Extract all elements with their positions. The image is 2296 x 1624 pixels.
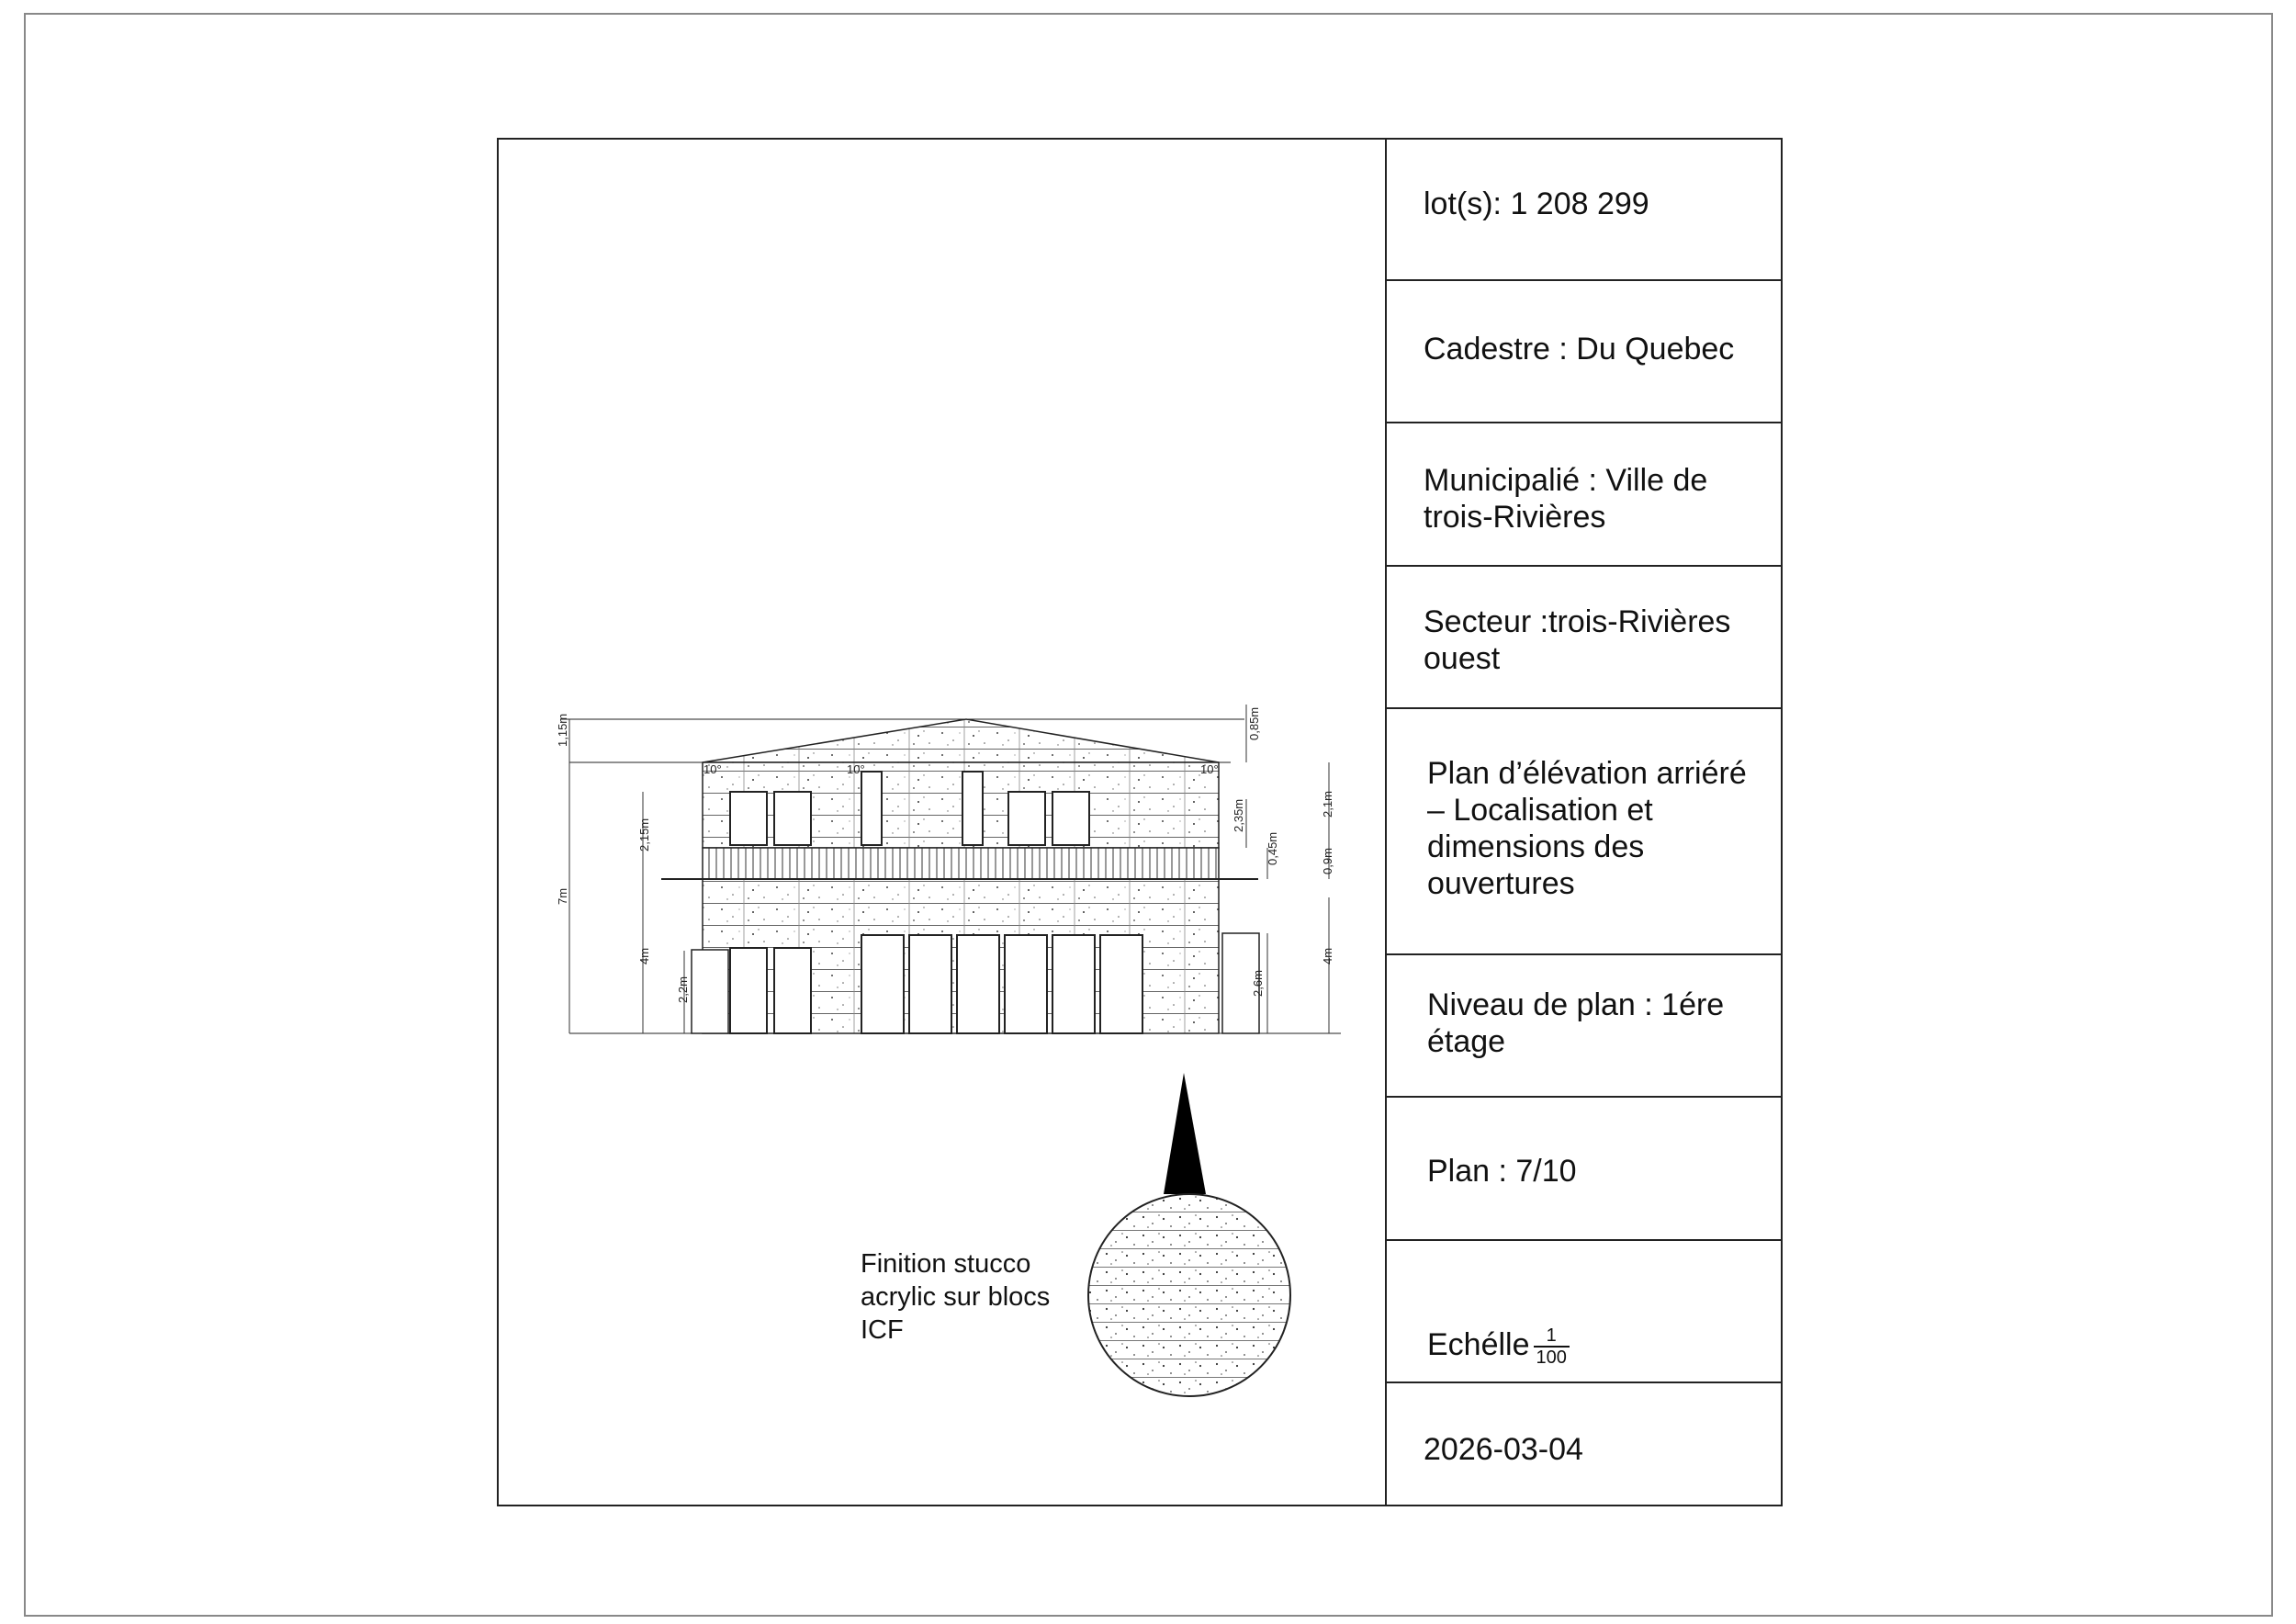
roof-gable [703,719,1219,762]
dim-upper-right: 2,1m [1321,791,1334,818]
dim-roof-rise: 1,15m [556,713,569,747]
plan-level: Niveau de plan : 1ére étage [1427,987,1725,1059]
municipality: Municipalié : Ville de trois-Rivières [1424,463,1708,535]
section-arrow [1164,1073,1206,1194]
plan-number: Plan : 7/10 [1427,1154,1577,1189]
roof-angle-left: 10° [703,762,722,776]
ground-doors [730,935,1142,1033]
plan-title: Plan d’élévation arriéré – Localisation et dimensions des ouvertures [1427,756,1747,901]
dim-door-height-right: 2,6m [1251,970,1265,997]
dim-band: 0,45m [1266,831,1279,865]
scale-numerator: 1 [1534,1325,1570,1348]
dim-ridge-offset: 0,85m [1247,706,1261,740]
scale-label: Echélle [1427,1326,1530,1362]
dim-upper-window: 2,15m [637,818,651,851]
decorative-band [703,848,1219,879]
lot-number: lot(s): 1 208 299 [1424,186,1649,221]
dim-ground-floor-right: 4m [1321,947,1334,964]
side-door-left [692,950,728,1033]
dim-total-height: 7m [556,887,569,905]
dim-ground-floor: 4m [637,947,651,964]
finish-note: Finition stucco acrylic sur blocs ICF [861,1249,1051,1345]
roof-angle-mid: 10° [847,762,865,776]
dim-band-right: 0,9m [1321,848,1334,874]
plan-date: 2026-03-04 [1424,1432,1583,1467]
cadastre: Cadestre : Du Quebec [1424,332,1735,367]
sector: Secteur :trois-Rivières ouest [1424,604,1731,676]
scale-denominator: 100 [1536,1348,1567,1368]
dim-door-height: 2,2m [676,976,690,1003]
roof-angle-right: 10° [1200,762,1219,776]
dim-upper-window-right: 2,35m [1232,798,1245,832]
material-detail-circle [1088,1194,1290,1396]
